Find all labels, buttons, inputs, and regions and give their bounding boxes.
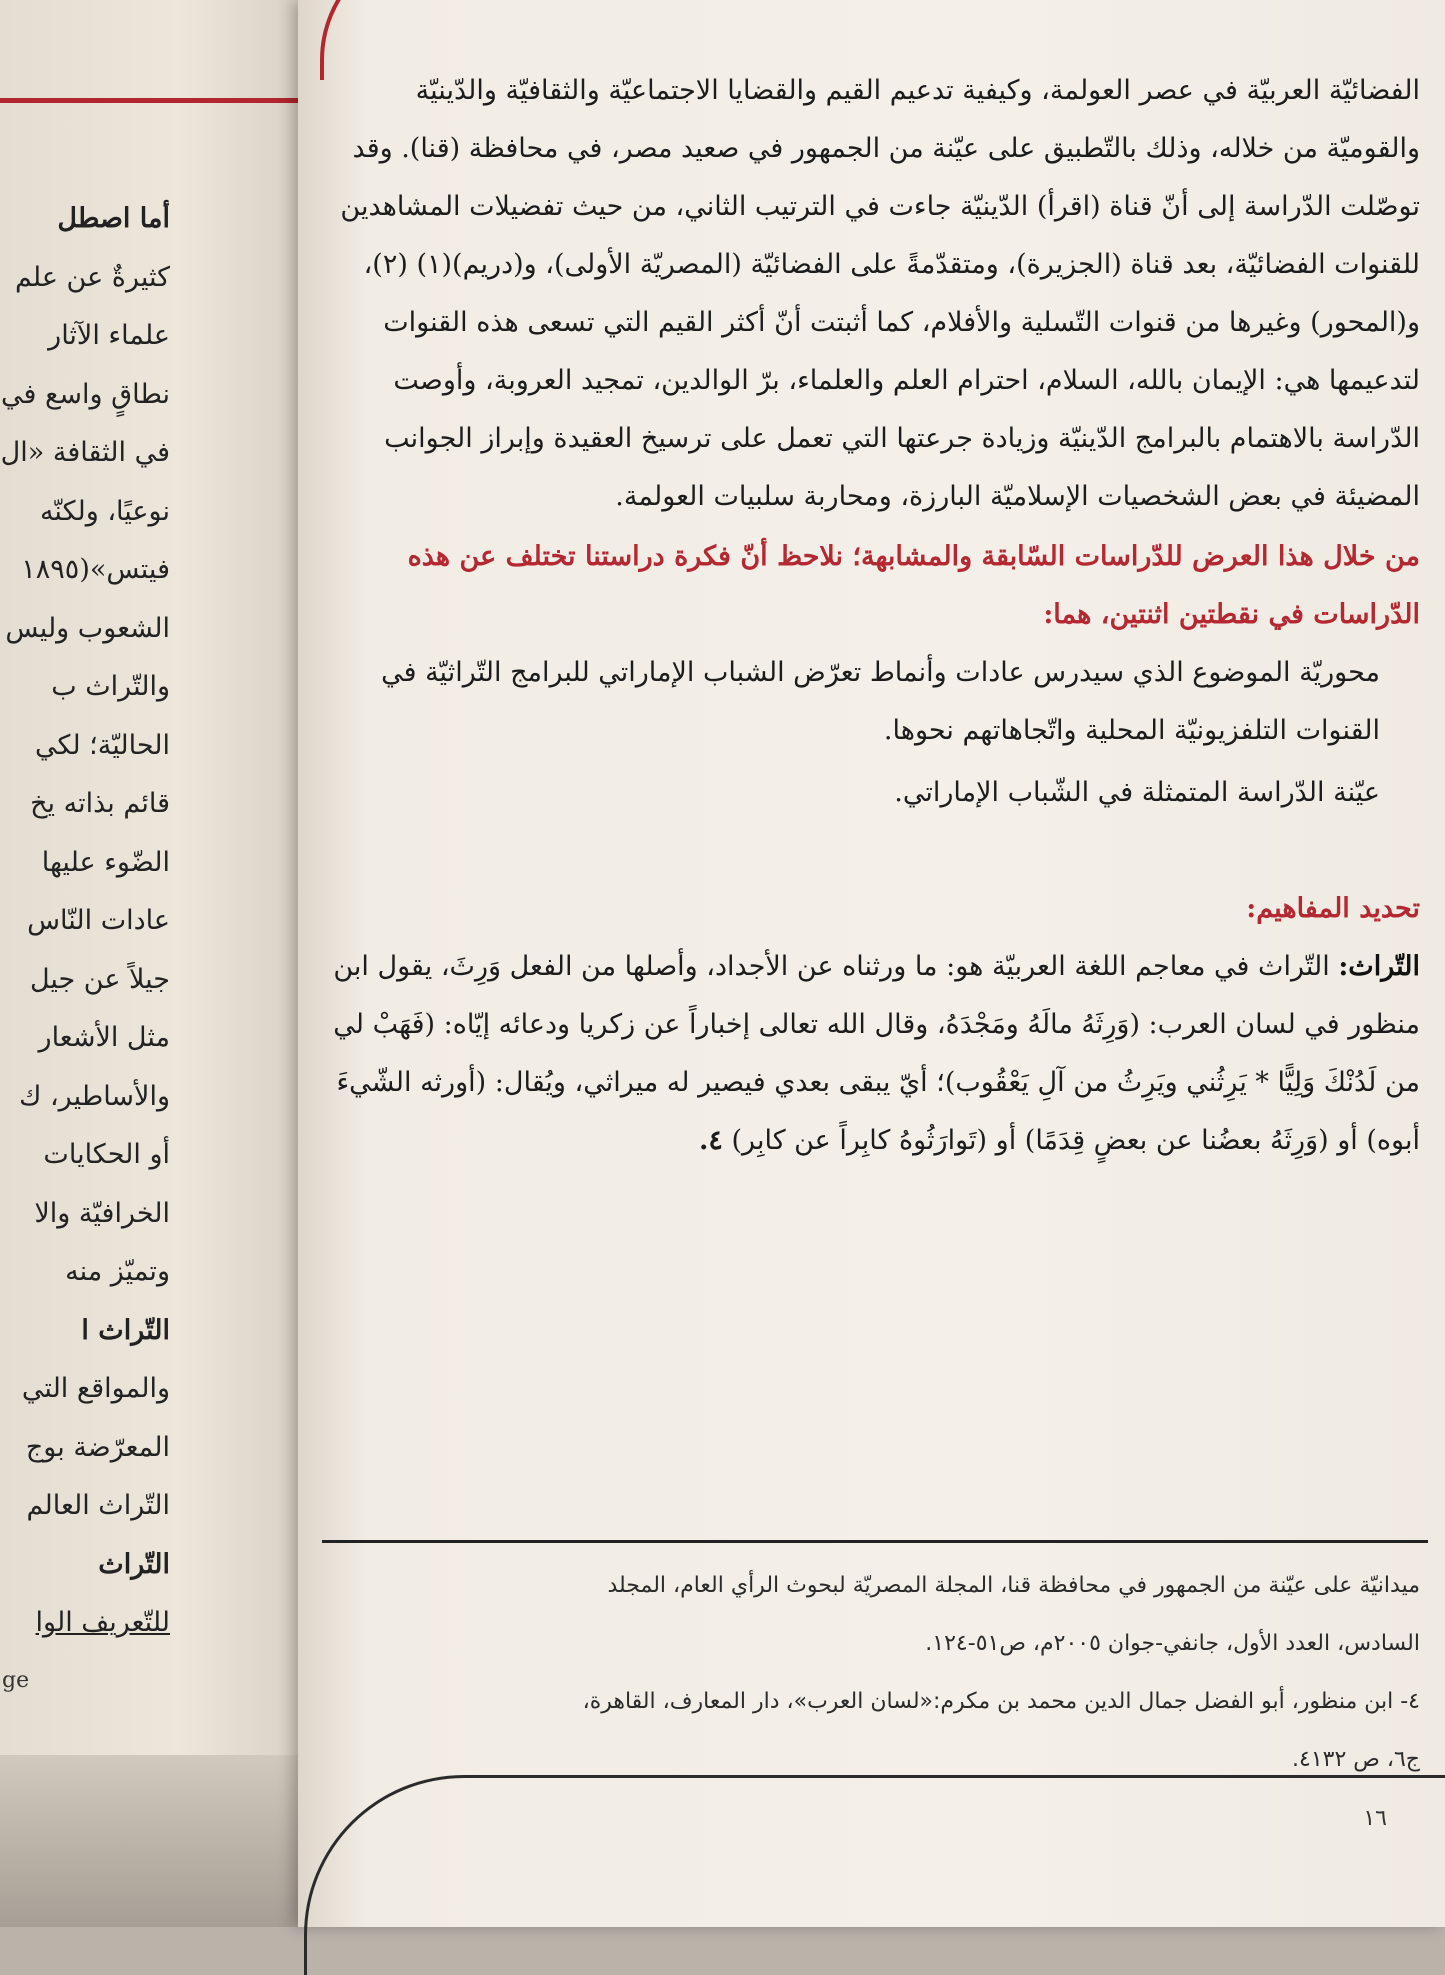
- point-one: محوريّة الموضوع الذي سيدرس عادات وأنماط تعرّض الشباب الإماراتي للبرامج التّراثيّة في القنوات التلفزيونيّة المحلية واتّجاهاتهم نحوها.: [381, 657, 1380, 746]
- left-page-line: كثيرةٌ عن علم: [14, 261, 170, 293]
- right-page: [298, 0, 1445, 1927]
- left-page-line: التّراث العالم: [26, 1490, 170, 1521]
- footnote-b-line2: ج٦، ص ٤١٣٢.: [1292, 1747, 1420, 1772]
- left-page-line: أو الحكايات: [43, 1139, 170, 1170]
- left-page-line: والمواقع التي: [21, 1373, 170, 1404]
- left-page-line: علماء الآثار: [48, 320, 170, 351]
- left-page-line: مثل الأشعار: [38, 1022, 170, 1053]
- left-page-line: التّراث: [98, 1548, 170, 1580]
- definition-text: التّراث في معاجم اللغة العربيّة هو: ما ورثناه عن الأجداد، وأصلها من الفعل وَرِثَ، يقول ابن منظور في لسان العرب: (وَرِثَهُ مالَهُ ومَجْدَهُ، وقال الله تعالى إخباراً عن زكريا ودعائه إيّاه: (فَهَبْ لي من لَدُنْكَ وَلِيًّا * يَرِثُني ويَرِثُ من آلِ يَعْقُوب)؛ أيّ يبقى بعدي فيصير له ميراثي، ويُقال: (أورثه الشّيءَ أبوه) أو (وَرِثَهُ بعضُنا عن بعضٍ قِدَمًا) أو (تَوارَثُوهُ كابِراً عن كابِر): [333, 951, 1420, 1156]
- left-page-line: في الثقافة «ال: [0, 437, 170, 468]
- left-page-line: التّراث ا: [81, 1314, 170, 1346]
- left-page-text: [0, 190, 170, 1653]
- left-page-bottom: [0, 1755, 300, 1927]
- left-page-line: المعرّضة بوج: [25, 1431, 170, 1463]
- left-page-line: نطاقٍ واسع في: [1, 378, 170, 410]
- left-page-line: عادات النّاس: [27, 905, 170, 936]
- left-page-line: وتميّز منه: [65, 1256, 170, 1287]
- footnotes: [320, 1557, 1420, 1789]
- left-page-line: قائم بذاته يخ: [30, 788, 170, 819]
- section-heading: تحديد المفاهيم:: [1246, 893, 1420, 924]
- footnote-b-line1: ٤- ابن منظور، أبو الفضل جمال الدين محمد بن مكرم:«لسان العرب»، دار المعارف، القاهرة،: [582, 1689, 1420, 1714]
- left-page: [0, 0, 300, 1927]
- left-page-line: نوعيًا، ولكنّه: [39, 495, 170, 527]
- left-page-line: الضّوء عليها: [41, 846, 170, 878]
- left-page-line: فيتس»(١٨٩٥: [21, 554, 170, 585]
- left-page-line: جيلاً عن جيل: [29, 963, 170, 995]
- term-heritage: التّراث:: [1338, 951, 1420, 982]
- left-page-line: أما اصطل: [57, 203, 170, 234]
- footnote-divider: [322, 1540, 1428, 1543]
- footnote-ref: ٤.: [699, 1125, 723, 1156]
- footnote-a-line1: ميدانيّة على عيّنة من الجمهور في محافظة قنا، المجلة المصريّة لبحوث الرأي العام، المجلد: [607, 1573, 1420, 1598]
- left-page-footer-fragment: ge: [2, 1668, 30, 1693]
- paragraph-study-summary: الفضائيّة العربيّة في عصر العولمة، وكيفية تدعيم القيم والقضايا الاجتماعيّة والثقافيّة والدّينيّة والقوميّة من خلاله، وذلك بالتّطبيق على عيّنة من الجمهور في صعيد مصر، في محافظة (قنا). وقد توصّلت الدّراسة إلى أنّ قناة (اقرأ) الدّينيّة جاءت في الترتيب الثاني، من حيث تفضيلات المشاهدين للقنوات الفضائيّة، بعد قناة (الجزيرة)، ومتقدّمةً على الفضائيّة (المصريّة الأولى)، و(دريم)(١) (٢)، و(المحور) وغيرها من قنوات التّسلية والأفلام، كما أثبتت أنّ أكثر القيم التي تسعى هذه القنوات لتدعيمها هي: الإيمان بالله، السلام، احترام العلم والعلماء، برّ الوالدين، تمجيد العروبة، وأوصت الدّراسة بالاهتمام بالبرامج الدّينيّة وزيادة جرعتها التي تعمل على ترسيخ العقيدة وإبراز الجوانب المضيئة في بعض الشخصيات الإسلاميّة البارزة، ومحاربة سلبيات العولمة.: [340, 75, 1420, 512]
- highlight-paragraph: من خلال هذا العرض للدّراسات السّابقة والمشابهة؛ نلاحظ أنّ فكرة دراستنا تختلف عن هذه الدّراسات في نقطتين اثنتين، هما:: [407, 541, 1420, 630]
- left-page-line: للتّعريف الوا: [35, 1607, 170, 1638]
- left-page-line: الخرافيّة والا: [34, 1197, 170, 1229]
- left-page-line: والتّراث ب: [51, 671, 170, 702]
- footnote-a-line2: السادس، العدد الأول، جانفي-جوان ٢٠٠٥م، ص٥١-١٢٤.: [925, 1631, 1420, 1656]
- bottom-decorative-arc: [304, 1775, 1445, 1975]
- page-number: ١٦: [1363, 1806, 1387, 1831]
- left-page-line: والأساطير، ك: [19, 1080, 170, 1112]
- left-page-line: الشعوب وليس: [5, 612, 170, 644]
- definition-paragraph: [320, 938, 1420, 1170]
- left-page-top-rule: [0, 98, 300, 103]
- point-two: عيّنة الدّراسة المتمثلة في الشّباب الإماراتي.: [894, 777, 1380, 808]
- left-page-line: الحاليّة؛ لكي: [34, 729, 170, 761]
- page-body: [320, 62, 1420, 1170]
